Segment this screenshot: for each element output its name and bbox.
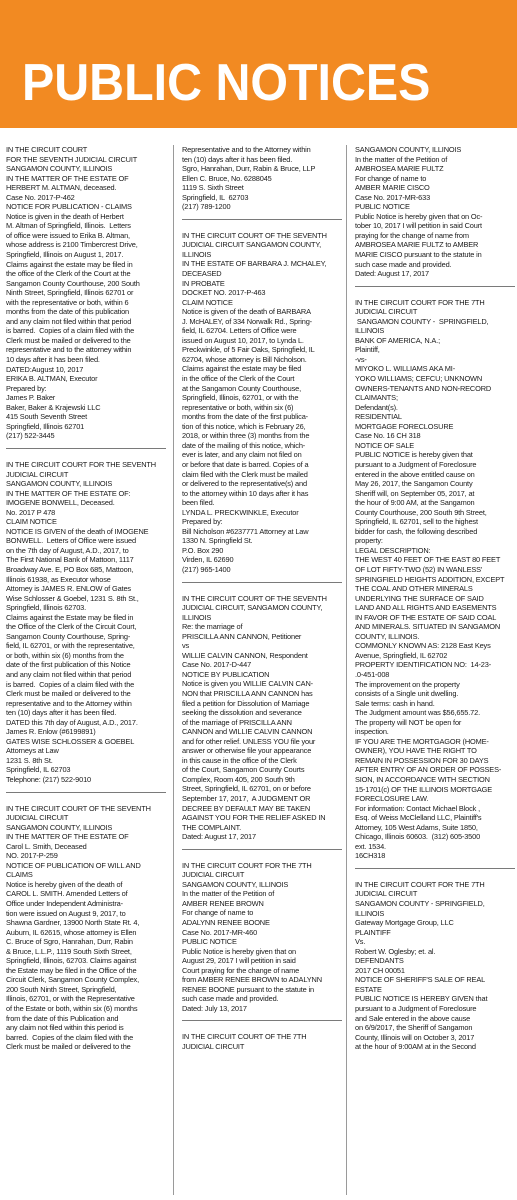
notice-separator xyxy=(182,219,342,220)
notice-separator xyxy=(182,582,342,583)
notice-fultz-name-change: SANGAMON COUNTY, ILLINOIS In the matter of the Petition of AMBROSEA MARIE FULTZ For change of name to AMBER MARIE CISCO Case No. 2017-MR-633 PUBLIC NOTICE Public Notice is hereby given that on Oc- tober 10, 2017 I will petition in said Court praying for the change of name from AMBROSEA MARIE FULTZ to AMBER MARIE CISCO pursuant to the statute in such case made and provided. Dated: August 17, 2017 xyxy=(355,145,483,279)
notice-separator xyxy=(355,868,515,869)
notice-altman-estate: IN THE CIRCUIT COURT FOR THE SEVENTH JUDICIAL CIRCUIT SANGAMON COUNTY, ILLINOIS IN THE MATTER OF THE ESTATE OF HERBERT M. ALTMAN, deceased. Case No. 2017-P-462 NOTICE FOR PUBLICATION - CLAIMS Notice is given in the death of Herbert M. Altman of Springfield, Illinois. Letters of office were issued to Erika B. Altman, whose address is 2100 Timbercrest Drive, Springfield, Illinois on August 1, 2017. Claims against the estate may be filed in the office of the Clerk of the Court at the Sangamon County Courthouse, 200 South Ninth Street, Springfield, Illinois 62701 or with the representative or both, within 6 months from the date of this publication and any claim not filed within that period is barred. Copies of a claim filed with the Clerk must be mailed or delivered to the representative and to the attorney within 10 days after it has been filed. DATED:August 10, 2017 ERIKA B. ALTMAN, Executor Prepared by: James P. Baker Baker, Baker & Krajewski LLC 415 South Seventh Street Springfield, Illinois 62701 (217) 522-3445 xyxy=(6,145,140,441)
header-banner xyxy=(0,0,517,128)
notice-column-1 xyxy=(6,145,166,1200)
notice-brown-name-change: IN THE CIRCUIT COURT FOR THE 7TH JUDICIAL CIRCUIT SANGAMON COUNTY, ILLINOIS In the matter of the Petition of AMBER RENEE BROWN For change of name to ADALYNN RENEE BOONE Case No. 2017-MR-460 PUBLIC NOTICE Public Notice is hereby given that on August 29, 2017 I will petition in said Court praying for the change of name from AMBER RENEE BROWN to ADALYNN RENEE BOONE pursuant to the statute in such case made and provided. Dated: July 13, 2017 xyxy=(182,860,322,1013)
notice-fultz-name-change-start: IN THE CIRCUIT COURT OF THE 7TH JUDICIAL CIRCUIT xyxy=(182,1032,307,1052)
notice-oglesby-sheriff-sale: IN THE CIRCUIT COURT FOR THE 7TH JUDICIAL CIRCUIT SANGAMON COUNTY - SPRINGFIELD, ILLINOIS Gateway Mortgage Group, LLC PLAINTIFF Vs. Robert W. Oglesby; et. al. DEFENDANTS 2017 CH 00051 NOTICE OF SHERIFF'S SALE OF REAL ESTATE PUBLIC NOTICE IS HEREBY GIVEN that pursuant to a Judgment of Foreclosure and Sale entered in the above cause on 6/9/2017, the Sheriff of Sangamon County, Illinois will on October 3, 2017 at the hour of 9:00AM at in the Second xyxy=(355,879,488,1052)
notice-smith-estate: IN THE CIRCUIT COURT OF THE SEVENTH JUDICIAL CIRCUIT SANGAMON COUNTY, ILLINOIS IN THE MATTER OF THE ESTATE OF Carol L. Smith, Deceased NO. 2017-P-259 NOTICE OF PUBLICATION OF WILL AND CLAIMS Notice is hereby given of the death of CAROL L. SMITH. Amended Letters of Office under Independent Administra- tion were issued on August 9, 2017, to Shawna Gardner, 13900 North State Rt. 4, Auburn, IL 62615, whose attorney is Ellen C. Bruce of Sgro, Hanrahan, Durr, Rabin & Bruce, L.L.P., 1119 South Sixth Street, Springfield, Illinois, 62703. Claims against the Estate may be filed in the Office of the Circuit Clerk, Sangamon County Complex, 200 South Ninth Street, Springfield, Illinois, 62701, or with the Representative of the Estate or both, within six (6) months from the date of this Publication and any claim not filed within this period is barred. Copies of the claim filed with the Clerk must be mailed or delivered to the xyxy=(6,803,151,1052)
notice-cannon-marriage: IN THE CIRCUIT COURT OF THE SEVENTH JUDICIAL CIRCUIT, SANGAMON COUNTY, ILLINOIS Re: the marriage of PRISCILLA ANN CANNON, Petitioner vs WILLIE CALVIN CANNON, Respondent Case No. 2017-D-447 NOTICE BY PUBLICATION Notice is given you WILLIE CALVIN CAN- NON that PRISCILLA ANN CANNON has filed a petition for Dissolution of Marriage seeking the dissolution and severance of the marriage of PRISCILLA ANN CANNON and WILLIE CALVIN CANNON and for other relief. UNLESS YOU file your answer or otherwise file your appearance in this cause in the office of the Clerk of the Court, Sangamon County Courts Complex, Room 405, 200 South 9th Street, Springfield, IL 62701, on or before September 17, 2017, A JUDGMENT OR DECREE BY DEFAULT MAY BE TAKEN AGAINST YOU FOR THE RELIEF ASKED IN THE COMPLAINT. Dated: August 17, 2017 xyxy=(182,593,327,842)
notice-mchaley-estate: IN THE CIRCUIT COURT OF THE SEVENTH JUDICIAL CIRCUIT SANGAMON COUNTY, ILLINOIS IN THE ESTATE OF BARBARA J. MCHALEY, DECEASED IN PROBATE DOCKET NO. 2017-P-463 CLAIM NOTICE Notice is given of the death of BARBARA J. McHALEY, of 334 Norwalk Rd., Spring- field, IL 62704. Letters of Office were issued on August 10, 2017, to Lynda L. Preckwinkle, of 5 Fair Oaks, Springfield, IL 62704, whose attorney is Bill Nicholson. Claims against the estate may be filed in the office of the Clerk of the Court at the Sangamon County Courthouse, Springfield, Illinois, 62701, or with the representative or both, within six (6) months from the date of the first publica- tion of this notice, which is February 26, 2018, or within three (3) months from the date of the mailing of this notice, which- ever is later, and any claim not filed on or before that date is barred. Copies of a claim filed with the Clerk must be mailed or delivered to the representative(s) and to the attorney within 10 days after it has been filed. LYNDA L. PRECKWINKLE, Executor Prepared by: Bill Nicholson #6237771 Attorney at Law 1330 N. Springfield St. P.O. Box 290 Virden, IL 62690 (217) 965-1400 xyxy=(182,230,327,574)
notice-separator xyxy=(182,849,342,850)
notice-separator xyxy=(6,448,166,449)
notice-williams-foreclosure: IN THE CIRCUIT COURT FOR THE 7TH JUDICIAL CIRCUIT SANGAMON COUNTY - SPRINGFIELD, ILLINOIS BANK OF AMERICA, N.A.; Plaintiff, -vs- MIYOKO L. WILLIAMS AKA MI- YOKO WILLIAMS; CEFCU; UNKNOWN OWNERS-TENANTS AND NON-RECORD CLAIMANTS; Defendant(s). RESIDENTIAL MORTGAGE FORECLOSURE Case No. 16 CH 318 NOTICE OF SALE PUBLIC NOTICE is hereby given that pursuant to a Judgment of Foreclosure entered in the above entitled cause on May 26, 2017, the Sangamon County Sheriff will, on September 05, 2017, at the hour of 9:00 AM, at the Sangamon County Courthouse, 200 South 9th Street, Springfield, IL 62701, sell to the highest bidder for cash, the following described property: LEGAL DESCRIPTION: THE WEST 40 FEET OF THE EAST 80 FEET OF LOT FIFTY-TWO (52) IN WANLESS' SPRINGFIELD HEIGHTS ADDITION, EXCEPT THE COAL AND OTHER MINERALS UNDERLYING THE SURFACE OF SAID LAND AND ALL RIGHTS AND EASEMENTS IN FAVOR OF THE ESTATE OF SAID COAL AND MINERALS. SITUATED IN SANGAMON COUNTY, ILLINOIS. COMMONLY KNOWN AS: 2128 East Keys Avenue, Springfield, IL 62702 PROPERTY IDENTIFICATION NO: 14-23- .0-451-008 The improvement on the property consists of a Single unit dwelling. Sale terms: cash in hand. The Judgment amount was $56,655.72. The property will NOT be open for inspection. IF YOU ARE THE MORTGAGOR (HOME- OWNER), YOU HAVE THE RIGHT TO REMAIN IN POSSESSION FOR 30 DAYS AFTER ENTRY OF AN ORDER OF POSSES- SION, IN ACCORDANCE WITH SECTION 15-1701(c) OF THE ILLINOIS MORTGAGE FORECLOSURE LAW. For information: Contact Michael Block , Esq. of Weiss McClelland LLC, Plaintiff's Attorney, 105 West Adams, Suite 1850, Chicago, Illinois 60603. (312) 605-3500 ext. 1534. 16CH318 xyxy=(355,297,505,861)
page-title: PUBLIC NOTICES xyxy=(22,54,431,112)
notice-column-2 xyxy=(182,145,342,1200)
notice-bonwell-estate: IN THE CIRCUIT COURT FOR THE SEVENTH JUDICIAL CIRCUIT SANGAMON COUNTY, ILLINOIS IN THE MATTER OF THE ESTATE OF: IMOGENE BONWELL, Deceased. No. 2017 P 478 CLAIM NOTICE NOTICE IS GIVEN of the death of IMOGENE BONWELL. Letters of Office were issued on the 7th day of August, A.D., 2017, to The First National Bank of Mattoon, 1117 Broadway Ave. E, PO Box 685, Mattoon, Illinois 61938, as Executor whose Attorney is JAMES R. ENLOW of Gates Wise Schlosser & Goebel, 1231 S. 8th St., Springfield, Illinois 62703. Claims against the Estate may be filed in the Office of the Clerk of the Circuit Court, Sangamon County Courthouse, Spring- field, IL 62701, or with the representative, or both, within six (6) months from the date of the first publication of this Notice and any claim not filed within that period is barred. Copies of a claim filed with the Clerk must be mailed or delivered to the representative and to the Attorney within ten (10) days after it has been filed. DATED this 7th day of August, A.D., 2017. James R. Enlow (#6199891) GATES WISE SCHLOSSER & GOEBEL Attorneys at Law 1231 S. 8th St. Springfield, IL 62703 Telephone: (217) 522-9010 xyxy=(6,459,156,784)
column-divider xyxy=(346,145,347,1195)
notice-column-3 xyxy=(355,145,515,1200)
notice-separator xyxy=(6,792,166,793)
notice-separator xyxy=(355,286,515,287)
notice-separator xyxy=(182,1020,342,1021)
notice-smith-estate-continued: Representative and to the Attorney within ten (10) days after it has been filed. Sgro, Hanrahan, Durr, Rabin & Bruce, LLP Ellen C. Bruce, No. 6288045 1119 S. Sixth Street Springfield, IL 62703 (217) 789-1200 xyxy=(182,145,316,212)
column-divider xyxy=(173,145,174,1195)
